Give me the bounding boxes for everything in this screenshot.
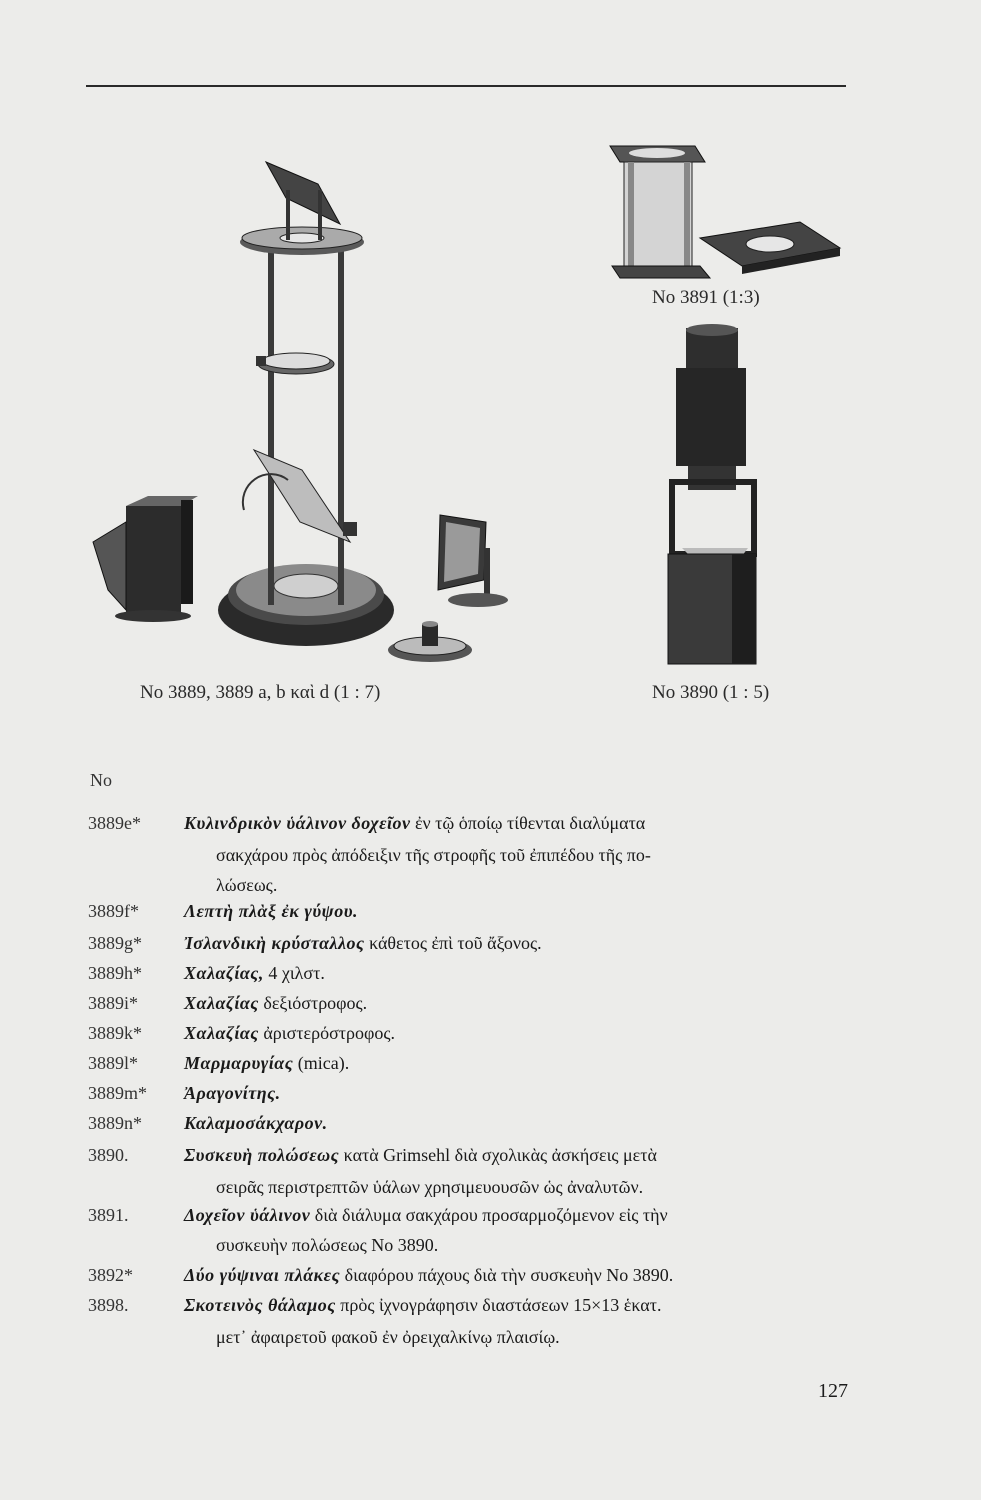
item-title: Ἀραγονίτης. — [184, 1083, 281, 1103]
middle-ring — [256, 353, 334, 374]
item-continuation: λώσεως. — [216, 875, 278, 895]
item-title: Κυλινδρικὸν ὑάλινον δοχεῖον — [184, 813, 411, 833]
top-ring — [240, 227, 364, 255]
item-title: Ἰσλανδικὴ κρύσταλλος — [184, 933, 365, 953]
item-description: διὰ διάλυμα σακχάρου προσαρμοζόμενον εἰς τὴν — [310, 1205, 668, 1225]
item-title: Σκοτεινὸς θάλαμος — [184, 1295, 336, 1315]
list-header: No — [90, 770, 112, 790]
item-description: κατὰ Grimsehl διὰ σχολικὰς ἀσκήσεις μετὰ — [339, 1145, 657, 1165]
item-title: Χαλαζίας, — [184, 963, 264, 983]
item-number: 3889h* — [88, 963, 142, 983]
item-title: Χαλαζίας — [184, 993, 259, 1013]
item-description: (mica). — [293, 1053, 350, 1073]
item-description: διαφόρου πάχους διὰ τὴν συσκευὴν No 3890. — [340, 1265, 674, 1285]
item-title: Λεπτὴ πλὰξ ἐκ γύψου. — [184, 901, 359, 921]
item-number: 3892* — [88, 1265, 133, 1285]
item-title: Δοχεῖον ὑάλινον — [184, 1205, 311, 1225]
item-number: 3890. — [88, 1145, 129, 1165]
item-description: ἐν τῷ ὁποίῳ τίθενται διαλύματα — [410, 813, 646, 833]
glass-vessel-illustration — [600, 138, 850, 283]
item-title: Καλαμοσάκχαρον. — [184, 1113, 328, 1133]
item-continuation: συσκευὴν πολώσεως No 3890. — [216, 1235, 439, 1255]
item-number: 3889n* — [88, 1113, 142, 1133]
top-rule — [86, 85, 846, 87]
item-number: 3889e* — [88, 813, 141, 833]
item-description: 4 χιλστ. — [263, 963, 325, 983]
item-number: 3889k* — [88, 1023, 142, 1043]
polarization-device-illustration — [662, 320, 762, 670]
small-holder — [388, 621, 472, 662]
item-description: ἀριστερόστροφος. — [258, 1023, 396, 1043]
item-number: 3889i* — [88, 993, 139, 1013]
item-number: 3889f* — [88, 901, 139, 921]
item-title: Δύο γύψιναι πλάκες — [184, 1265, 341, 1285]
item-number: 3891. — [88, 1205, 129, 1225]
item-title: Συσκευὴ πολώσεως — [184, 1145, 340, 1165]
stand-rods — [268, 245, 344, 605]
page-number: 127 — [818, 1380, 848, 1402]
item-number: 3889g* — [88, 933, 142, 953]
figure-caption-3889: No 3889, 3889 a, b καὶ d (1 : 7) — [140, 682, 381, 703]
item-continuation: μετ᾽ ἀφαιρετοῦ φακοῦ ἐν ὀρειχαλκίνῳ πλαισίῳ. — [216, 1327, 560, 1347]
figure-caption-3890: No 3890 (1 : 5) — [652, 682, 770, 703]
item-continuation: σειρᾶς περιστρεπτῶν ὑάλων χρησιμευουσῶν ὡς ἀναλυτῶν. — [216, 1177, 644, 1197]
item-title: Χαλαζίας — [184, 1023, 259, 1043]
polarization-apparatus-illustration — [88, 150, 528, 670]
item-number: 3898. — [88, 1295, 129, 1315]
base — [218, 564, 394, 646]
item-continuation: σακχάρου πρὸς ἀπόδειξιν τῆς στροφῆς τοῦ ἐπιπέδου τῆς πο- — [216, 845, 651, 865]
item-number: 3889l* — [88, 1053, 139, 1073]
item-number: 3889m* — [88, 1083, 148, 1103]
item-description: πρὸς ἰχνογράφησιν διαστάσεων 15×13 ἑκατ. — [335, 1295, 662, 1315]
cylinder-vessel — [93, 496, 198, 622]
figure-caption-3891: No 3891 (1:3) — [652, 287, 760, 308]
item-title: Μαρμαρυγίας — [184, 1053, 294, 1073]
small-mirror — [438, 515, 508, 607]
item-description: δεξιόστροφος. — [258, 993, 368, 1013]
item-description: κάθετος ἐπὶ τοῦ ἄξονος. — [364, 933, 542, 953]
